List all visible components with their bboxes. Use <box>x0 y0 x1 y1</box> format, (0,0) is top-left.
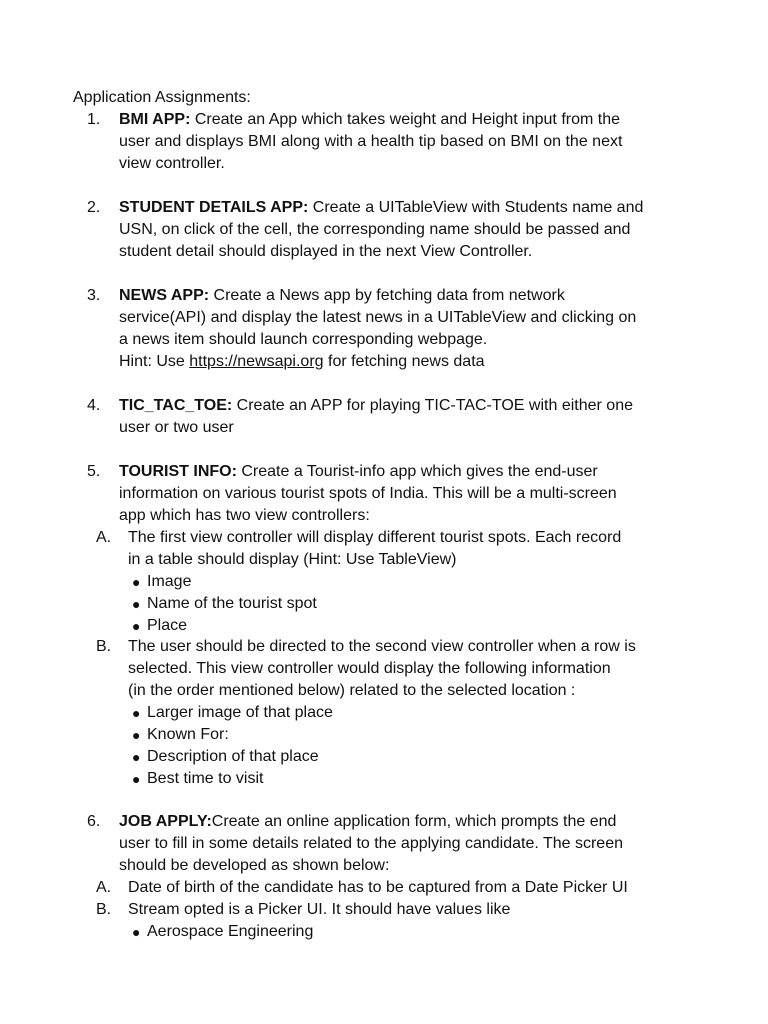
item-number: 3. <box>87 287 101 304</box>
item-text: information on various tourist spots of India. This will be a multi-screen <box>119 485 617 502</box>
bullet-item: Best time to visit <box>147 770 264 787</box>
bullet-item: Description of that place <box>147 748 319 765</box>
hint-line <box>119 352 485 372</box>
item-number: 2. <box>87 199 101 216</box>
item-first-line <box>119 198 643 218</box>
item-first-line <box>119 110 620 130</box>
bullet-item: Aerospace Engineering <box>147 923 314 940</box>
bullet-icon: ● <box>132 924 141 940</box>
subitem-text: Stream opted is a Picker UI. It should have values like <box>128 901 511 918</box>
item-text: USN, on click of the cell, the corresponding name should be passed and <box>119 221 631 238</box>
subitem-text: in a table should display (Hint: Use TableView) <box>128 551 457 568</box>
bullet-item: Place <box>147 617 188 634</box>
subitem-text: Date of birth of the candidate has to be captured from a Date Picker UI <box>128 879 628 896</box>
hint-prefix: Hint: Use <box>119 353 190 370</box>
item-title: BMI APP: <box>119 111 191 128</box>
bullet-icon: ● <box>132 574 141 590</box>
item-text: user and displays BMI along with a health tip based on BMI on the next <box>119 133 623 150</box>
bullet-item: Known For: <box>147 726 229 743</box>
bullet-icon: ● <box>132 705 141 721</box>
item-text: user or two user <box>119 419 234 436</box>
item-title: NEWS APP: <box>119 287 210 304</box>
hint-suffix: for fetching news data <box>323 353 485 370</box>
subitem-letter: A. <box>96 529 112 546</box>
item-title: TIC_TAC_TOE: <box>119 397 233 414</box>
item-text: Create an APP for playing TIC-TAC-TOE with either one <box>236 397 633 414</box>
item-text: Create a UITableView with Students name and <box>312 199 644 216</box>
item-text: Create an online application form, which prompts the end <box>211 813 617 830</box>
item-text: a news item should launch corresponding webpage. <box>119 331 488 348</box>
subitem-text: The user should be directed to the second view controller when a row is <box>128 638 636 655</box>
item-title: TOURIST INFO: <box>119 463 237 480</box>
subitem-letter: B. <box>96 638 112 655</box>
bullet-icon: ● <box>132 727 141 743</box>
bullet-icon: ● <box>132 596 141 612</box>
bullet-icon: ● <box>132 618 141 634</box>
item-text: user to fill in some details related to the applying candidate. The screen <box>119 835 623 852</box>
item-number: 5. <box>87 463 101 480</box>
item-title: JOB APPLY: <box>119 813 212 830</box>
subitem-text: The first view controller will display different tourist spots. Each record <box>128 529 622 546</box>
item-title: STUDENT DETAILS APP: <box>119 199 309 216</box>
item-text: app which has two view controllers: <box>119 507 370 524</box>
item-text: should be developed as shown below: <box>119 857 390 874</box>
bullet-item: Name of the tourist spot <box>147 595 317 612</box>
item-first-line <box>119 396 633 416</box>
item-number: 6. <box>87 813 101 830</box>
item-first-line <box>119 286 565 306</box>
item-text: view controller. <box>119 155 225 172</box>
item-text: student detail should displayed in the next View Controller. <box>119 243 533 260</box>
subitem-text: selected. This view controller would display the following information <box>128 660 611 677</box>
bullet-icon: ● <box>132 771 141 787</box>
page-heading: Application Assignments: <box>73 89 251 106</box>
item-text: Create an App which takes weight and Height input from the <box>194 111 620 128</box>
subitem-letter: B. <box>96 901 112 918</box>
subitem-letter: A. <box>96 879 112 896</box>
newsapi-link[interactable]: https://newsapi.org <box>189 353 324 370</box>
subitem-text: (in the order mentioned below) related to the selected location : <box>128 682 576 699</box>
item-number: 1. <box>87 111 101 128</box>
bullet-icon: ● <box>132 749 141 765</box>
bullet-item: Image <box>147 573 192 590</box>
item-first-line <box>119 462 598 482</box>
item-number: 4. <box>87 397 101 414</box>
item-text: service(API) and display the latest news in a UITableView and clicking on <box>119 309 637 326</box>
bullet-item: Larger image of that place <box>147 704 333 721</box>
item-first-line <box>119 812 616 832</box>
item-text: Create a Tourist-info app which gives the end-user <box>241 463 598 480</box>
item-text: Create a News app by fetching data from network <box>213 287 565 304</box>
